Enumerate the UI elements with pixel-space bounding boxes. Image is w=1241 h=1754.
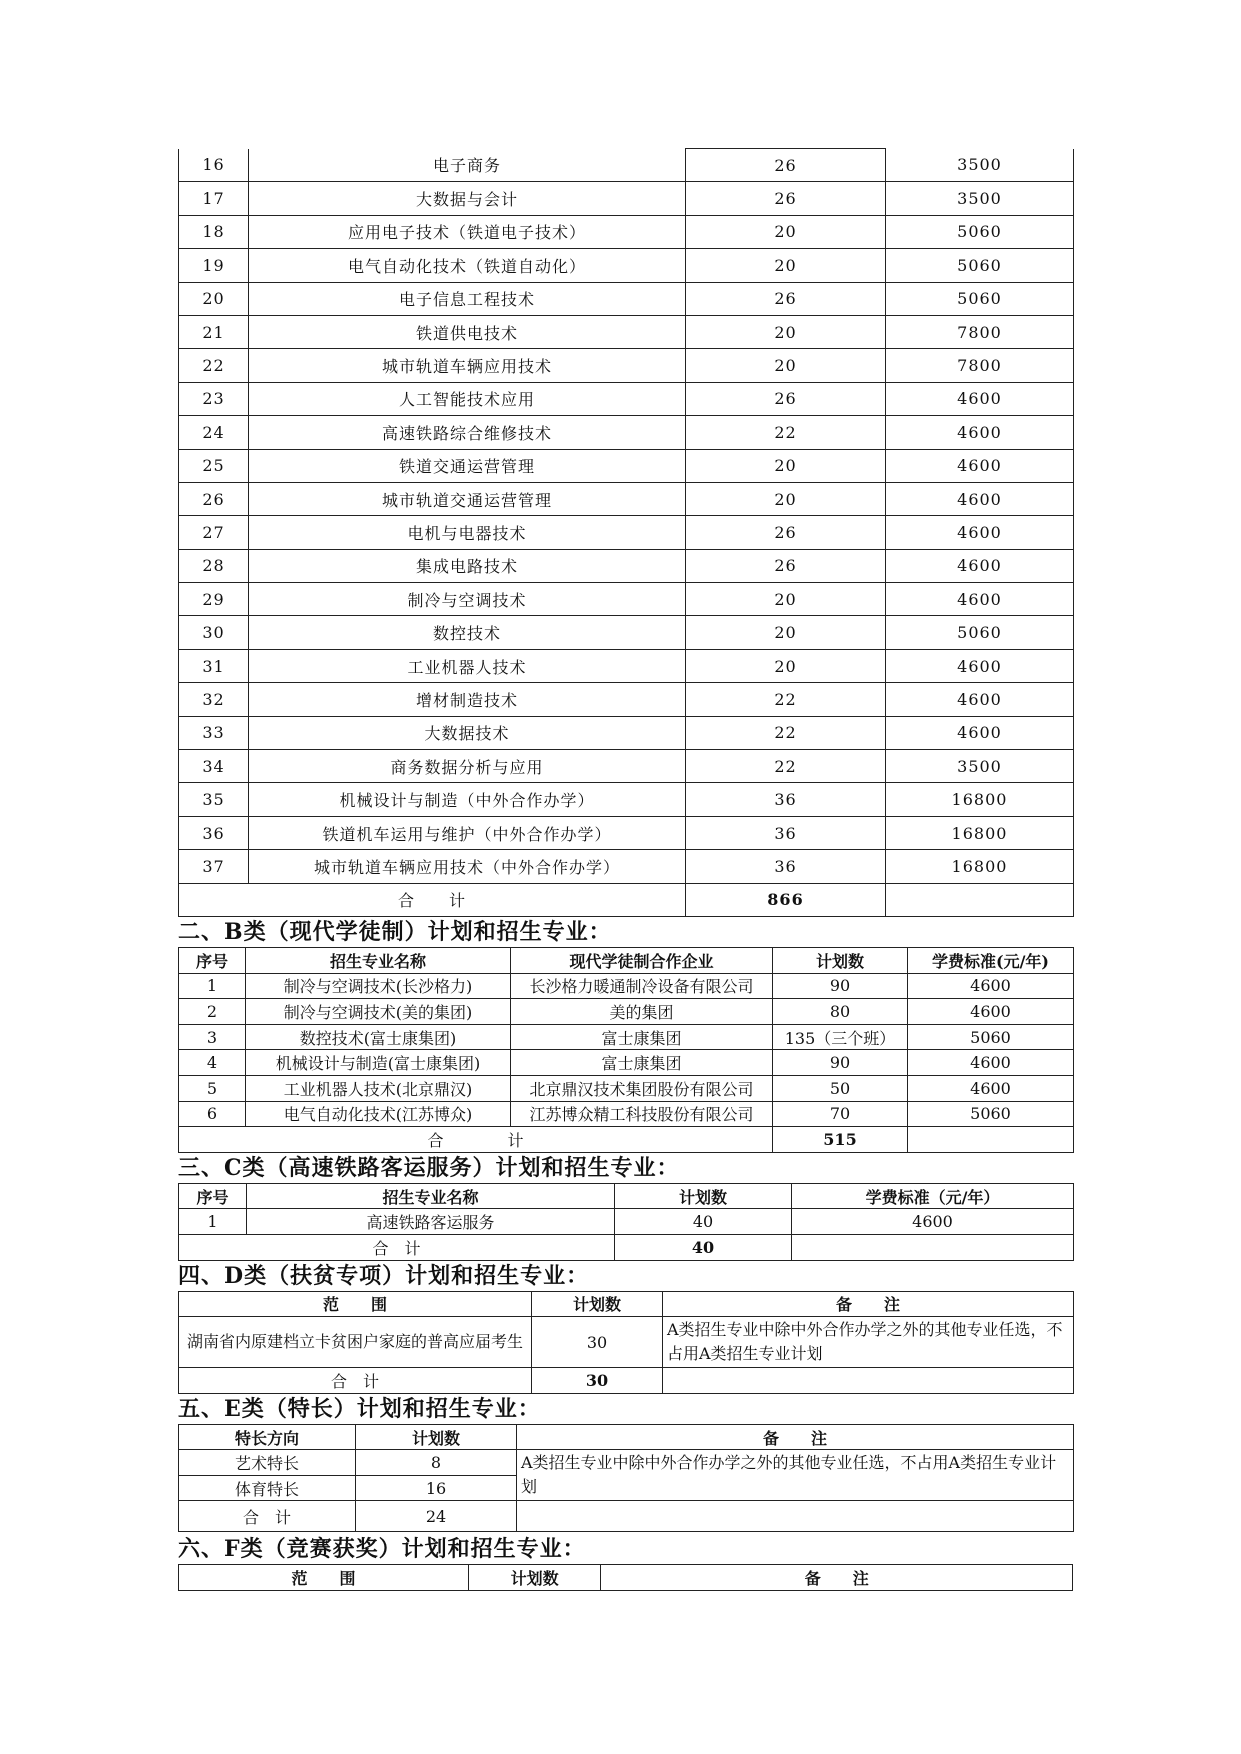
- a-total-value: 866: [686, 883, 886, 916]
- b-row-fee: 4600: [908, 973, 1074, 999]
- table-row: [179, 1101, 1074, 1127]
- a-row-fee: 7800: [886, 349, 1074, 382]
- a-row-no: 35: [179, 783, 249, 816]
- b-row-fee: 5060: [908, 1024, 1074, 1050]
- a-row-no: 17: [179, 182, 249, 215]
- section-e-heading: 五、E类（特长）计划和招生专业：: [178, 1395, 541, 1422]
- b-row-name: 制冷与空调技术(美的集团): [246, 999, 511, 1025]
- a-row-count: 22: [686, 683, 886, 716]
- a-row-count: 20: [686, 349, 886, 382]
- a-row-fee: 3500: [886, 182, 1074, 215]
- d-header-note: 备 注: [663, 1291, 1074, 1317]
- d-note: A类招生专业中除中外合作办学之外的其他专业任选，不占用A类招生专业计划: [663, 1317, 1074, 1368]
- a-row-no: 29: [179, 583, 249, 616]
- a-row-no: 23: [179, 382, 249, 415]
- a-row-count: 26: [686, 182, 886, 215]
- b-header-no: 序号: [179, 947, 246, 973]
- e-header-direction: 特长方向: [179, 1424, 356, 1450]
- category-e-table: [178, 1424, 1074, 1533]
- b-header-fee: 学费标准(元/年): [908, 947, 1074, 973]
- a-row-no: 24: [179, 416, 249, 449]
- b-header-company: 现代学徒制合作企业: [511, 947, 773, 973]
- a-row-no: 28: [179, 549, 249, 582]
- e-note: A类招生专业中除中外合作办学之外的其他专业任选，不占用A类招生专业计划: [517, 1450, 1074, 1501]
- a-row-count: 26: [686, 549, 886, 582]
- a-row-name: 数控技术: [249, 616, 686, 649]
- a-row-count: 22: [686, 716, 886, 749]
- table-row: [179, 1501, 1074, 1532]
- c-total-empty: [792, 1234, 1074, 1260]
- c-header-count: 计划数: [615, 1183, 792, 1209]
- a-row-fee: 5060: [886, 282, 1074, 315]
- a-row-name: 大数据技术: [249, 716, 686, 749]
- a-row-no: 36: [179, 816, 249, 849]
- a-row-count: 26: [686, 516, 886, 549]
- f-header-scope: 范 围: [179, 1565, 469, 1591]
- table-row: [179, 716, 1074, 749]
- table-row: [179, 182, 1074, 215]
- b-row-company: 江苏博众精工科技股份有限公司: [511, 1101, 773, 1127]
- d-count: 30: [532, 1317, 663, 1368]
- e-header-note: 备 注: [517, 1424, 1074, 1450]
- table-row: [179, 649, 1074, 682]
- table-row: [179, 1234, 1074, 1260]
- a-row-name: 电机与电器技术: [249, 516, 686, 549]
- a-row-name: 应用电子技术（铁道电子技术）: [249, 215, 686, 248]
- c-header-fee: 学费标准（元/年）: [792, 1183, 1074, 1209]
- a-row-name: 城市轨道交通运营管理: [249, 482, 686, 515]
- c-header-name: 招生专业名称: [247, 1183, 615, 1209]
- a-row-name: 人工智能技术应用: [249, 382, 686, 415]
- a-row-no: 25: [179, 449, 249, 482]
- a-row-fee: 4600: [886, 516, 1074, 549]
- a-row-no: 32: [179, 683, 249, 716]
- b-total-value: 515: [773, 1127, 908, 1153]
- e-total-value: 24: [356, 1501, 517, 1532]
- a-row-fee: 4600: [886, 382, 1074, 415]
- c-row-name: 高速铁路客运服务: [247, 1209, 615, 1235]
- a-row-no: 30: [179, 616, 249, 649]
- a-row-no: 18: [179, 215, 249, 248]
- b-row-name: 机械设计与制造(富士康集团): [246, 1050, 511, 1076]
- table-row: [179, 282, 1074, 315]
- section-f-heading: 六、F类（竞赛获奖）计划和招生专业：: [178, 1536, 586, 1563]
- a-row-no: 16: [179, 149, 249, 182]
- table-row: [179, 516, 1074, 549]
- a-row-fee: 3500: [886, 149, 1074, 182]
- d-total-label: 合 计: [179, 1368, 532, 1394]
- e-total-empty: [517, 1501, 1074, 1532]
- a-row-count: 22: [686, 750, 886, 783]
- a-row-count: 26: [686, 149, 886, 182]
- c-row-no: 1: [179, 1209, 247, 1235]
- a-row-fee: 5060: [886, 215, 1074, 248]
- a-row-fee: 16800: [886, 816, 1074, 849]
- b-total-empty: [908, 1127, 1074, 1153]
- e-row-count: 8: [356, 1450, 517, 1476]
- f-header-note: 备 注: [601, 1565, 1073, 1591]
- section-c-heading: 三、C类（高速铁路客运服务）计划和招生专业：: [178, 1154, 680, 1181]
- table-row: [179, 149, 1074, 182]
- a-row-name: 城市轨道车辆应用技术: [249, 349, 686, 382]
- table-row: [179, 249, 1074, 282]
- d-total-value: 30: [532, 1368, 663, 1394]
- section-d-heading: 四、D类（扶贫专项）计划和招生专业：: [178, 1262, 590, 1289]
- table-row: [179, 816, 1074, 849]
- a-row-no: 21: [179, 315, 249, 348]
- a-total-label: 合 计: [179, 883, 686, 916]
- a-total-empty: [886, 883, 1074, 916]
- b-row-count: 50: [773, 1075, 908, 1101]
- a-row-name: 集成电路技术: [249, 549, 686, 582]
- a-row-count: 36: [686, 816, 886, 849]
- table-row: [179, 683, 1074, 716]
- e-row-count: 16: [356, 1475, 517, 1501]
- a-row-fee: 4600: [886, 416, 1074, 449]
- a-row-count: 20: [686, 583, 886, 616]
- a-row-fee: 4600: [886, 583, 1074, 616]
- a-row-no: 27: [179, 516, 249, 549]
- table-row: [179, 850, 1074, 883]
- table-row: [179, 583, 1074, 616]
- b-row-count: 90: [773, 973, 908, 999]
- a-row-fee: 5060: [886, 616, 1074, 649]
- a-row-count: 20: [686, 315, 886, 348]
- a-row-count: 20: [686, 616, 886, 649]
- table-row: [179, 1450, 1074, 1476]
- a-row-name: 铁道交通运营管理: [249, 449, 686, 482]
- table-row: [179, 315, 1074, 348]
- b-header-name: 招生专业名称: [246, 947, 511, 973]
- a-row-name: 制冷与空调技术: [249, 583, 686, 616]
- table-row: [179, 382, 1074, 415]
- a-row-fee: 3500: [886, 750, 1074, 783]
- a-row-name: 机械设计与制造（中外合作办学）: [249, 783, 686, 816]
- a-row-count: 20: [686, 249, 886, 282]
- table-row: [179, 750, 1074, 783]
- table-row: [179, 416, 1074, 449]
- a-row-fee: 4600: [886, 649, 1074, 682]
- table-row: [179, 1368, 1074, 1394]
- a-row-name: 铁道机车运用与维护（中外合作办学）: [249, 816, 686, 849]
- a-row-name: 工业机器人技术: [249, 649, 686, 682]
- b-row-no: 2: [179, 999, 246, 1025]
- b-row-company: 北京鼎汉技术集团股份有限公司: [511, 1075, 773, 1101]
- a-row-no: 34: [179, 750, 249, 783]
- b-row-count: 80: [773, 999, 908, 1025]
- table-row: [179, 973, 1074, 999]
- b-row-no: 5: [179, 1075, 246, 1101]
- a-row-no: 31: [179, 649, 249, 682]
- a-row-count: 20: [686, 482, 886, 515]
- a-row-fee: 4600: [886, 449, 1074, 482]
- b-row-count: 90: [773, 1050, 908, 1076]
- a-row-count: 20: [686, 215, 886, 248]
- b-row-fee: 4600: [908, 1050, 1074, 1076]
- a-row-count: 22: [686, 416, 886, 449]
- table-row: [179, 215, 1074, 248]
- b-row-company: 富士康集团: [511, 1050, 773, 1076]
- category-c-table: [178, 1183, 1074, 1261]
- a-row-no: 20: [179, 282, 249, 315]
- b-row-company: 美的集团: [511, 999, 773, 1025]
- b-row-name: 电气自动化技术(江苏博众): [246, 1101, 511, 1127]
- table-row: [179, 1209, 1074, 1235]
- a-row-name: 大数据与会计: [249, 182, 686, 215]
- table-row: [179, 999, 1074, 1025]
- a-row-count: 26: [686, 282, 886, 315]
- a-row-count: 36: [686, 783, 886, 816]
- d-total-empty: [663, 1368, 1074, 1394]
- a-row-fee: 7800: [886, 315, 1074, 348]
- a-row-fee: 16800: [886, 783, 1074, 816]
- a-row-name: 电子商务: [249, 149, 686, 182]
- a-row-count: 20: [686, 649, 886, 682]
- c-row-count: 40: [615, 1209, 792, 1235]
- category-b-table: [178, 947, 1074, 1153]
- a-row-fee: 4600: [886, 683, 1074, 716]
- a-row-name: 电气自动化技术（铁道自动化）: [249, 249, 686, 282]
- category-a-table: [178, 148, 1074, 917]
- table-row: [179, 783, 1074, 816]
- a-row-name: 商务数据分析与应用: [249, 750, 686, 783]
- a-row-count: 20: [686, 449, 886, 482]
- a-row-no: 19: [179, 249, 249, 282]
- b-row-no: 3: [179, 1024, 246, 1050]
- b-row-count: 135（三个班）: [773, 1024, 908, 1050]
- e-header-count: 计划数: [356, 1424, 517, 1450]
- table-row: [179, 449, 1074, 482]
- a-row-no: 22: [179, 349, 249, 382]
- b-row-company: 富士康集团: [511, 1024, 773, 1050]
- c-total-value: 40: [615, 1234, 792, 1260]
- a-row-fee: 4600: [886, 549, 1074, 582]
- d-header-count: 计划数: [532, 1291, 663, 1317]
- table-row: [179, 349, 1074, 382]
- a-row-fee: 4600: [886, 482, 1074, 515]
- b-row-no: 1: [179, 973, 246, 999]
- a-row-count: 36: [686, 850, 886, 883]
- a-row-no: 37: [179, 850, 249, 883]
- table-row: [179, 1317, 1074, 1368]
- a-row-name: 高速铁路综合维修技术: [249, 416, 686, 449]
- b-row-fee: 5060: [908, 1101, 1074, 1127]
- e-row-direction: 艺术特长: [179, 1450, 356, 1476]
- a-row-fee: 5060: [886, 249, 1074, 282]
- d-scope: 湖南省内原建档立卡贫困户家庭的普高应届考生: [179, 1317, 532, 1368]
- a-row-name: 增材制造技术: [249, 683, 686, 716]
- table-row: [179, 616, 1074, 649]
- table-row: [179, 883, 1074, 916]
- category-d-table: [178, 1291, 1074, 1394]
- b-total-label: 合 计: [179, 1127, 773, 1153]
- c-total-label: 合 计: [179, 1234, 615, 1260]
- b-row-fee: 4600: [908, 1075, 1074, 1101]
- section-b-heading: 二、B类（现代学徒制）计划和招生专业：: [178, 918, 612, 945]
- a-row-fee: 16800: [886, 850, 1074, 883]
- b-row-no: 6: [179, 1101, 246, 1127]
- d-header-scope: 范 围: [179, 1291, 532, 1317]
- b-row-no: 4: [179, 1050, 246, 1076]
- b-row-name: 制冷与空调技术(长沙格力): [246, 973, 511, 999]
- b-row-fee: 4600: [908, 999, 1074, 1025]
- c-header-no: 序号: [179, 1183, 247, 1209]
- a-row-name: 电子信息工程技术: [249, 282, 686, 315]
- b-row-company: 长沙格力暖通制冷设备有限公司: [511, 973, 773, 999]
- a-row-name: 铁道供电技术: [249, 315, 686, 348]
- a-row-no: 33: [179, 716, 249, 749]
- a-row-name: 城市轨道车辆应用技术（中外合作办学）: [249, 850, 686, 883]
- document-page: [178, 148, 1073, 1591]
- f-header-count: 计划数: [468, 1565, 600, 1591]
- a-row-fee: 4600: [886, 716, 1074, 749]
- a-row-count: 26: [686, 382, 886, 415]
- table-row: [179, 1050, 1074, 1076]
- b-row-name: 数控技术(富士康集团): [246, 1024, 511, 1050]
- e-total-label: 合 计: [179, 1501, 356, 1532]
- e-row-direction: 体育特长: [179, 1475, 356, 1501]
- category-f-table: [178, 1564, 1073, 1591]
- b-header-count: 计划数: [773, 947, 908, 973]
- table-row: [179, 1075, 1074, 1101]
- c-row-fee: 4600: [792, 1209, 1074, 1235]
- b-row-name: 工业机器人技术(北京鼎汉): [246, 1075, 511, 1101]
- b-row-count: 70: [773, 1101, 908, 1127]
- table-row: [179, 482, 1074, 515]
- a-row-no: 26: [179, 482, 249, 515]
- table-row: [179, 1024, 1074, 1050]
- table-row: [179, 549, 1074, 582]
